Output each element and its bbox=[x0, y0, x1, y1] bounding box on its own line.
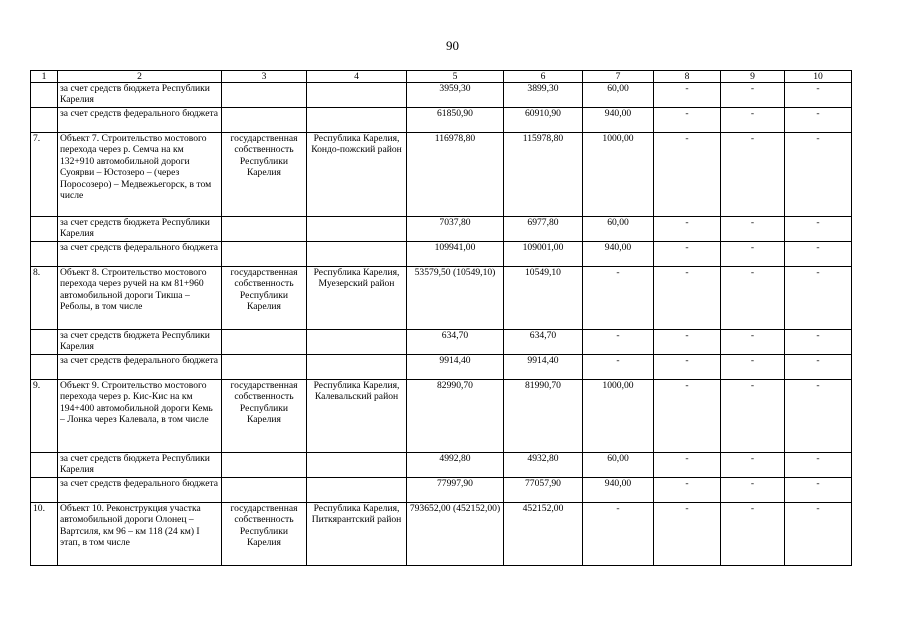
table-row bbox=[31, 108, 852, 133]
table-cell: Республика Карелия, Кондо-пожский район bbox=[307, 133, 407, 217]
table-cell: - bbox=[654, 83, 721, 108]
table-cell: 634,70 bbox=[407, 330, 504, 355]
table-cell: - bbox=[721, 217, 785, 242]
table-cell: 60,00 bbox=[583, 83, 654, 108]
table-cell bbox=[31, 453, 58, 478]
table-row bbox=[31, 380, 852, 453]
table-cell: 77997,90 bbox=[407, 478, 504, 503]
table-cell bbox=[307, 355, 407, 380]
table-cell: 115978,80 bbox=[504, 133, 583, 217]
table-cell bbox=[31, 242, 58, 267]
table-cell: - bbox=[721, 133, 785, 217]
table-cell: - bbox=[785, 380, 852, 453]
table-cell: 9. bbox=[31, 380, 58, 453]
table-cell bbox=[222, 453, 307, 478]
header-cell: 6 bbox=[504, 71, 583, 83]
table-cell: - bbox=[654, 267, 721, 330]
table-cell: 3899,30 bbox=[504, 83, 583, 108]
table-cell: - bbox=[654, 380, 721, 453]
table-cell: Объект 7. Строительство мостового перехода через р. Семча на км 132+910 автомобильной дороги Суоярви – Юстозеро – (через Поросозеро) – Медвежьегорск, в том числе bbox=[58, 133, 222, 217]
table-cell: - bbox=[721, 355, 785, 380]
header-cell: 5 bbox=[407, 71, 504, 83]
table-cell: - bbox=[654, 242, 721, 267]
table-cell: за счет средств федерального бюджета bbox=[58, 355, 222, 380]
table-cell: - bbox=[654, 503, 721, 566]
table-cell: - bbox=[785, 242, 852, 267]
table-cell bbox=[31, 108, 58, 133]
table-cell: 116978,80 bbox=[407, 133, 504, 217]
table-cell: 940,00 bbox=[583, 108, 654, 133]
table-cell bbox=[222, 242, 307, 267]
table-cell: Объект 8. Строительство мостового перехода через ручей на км 81+960 автомобильной дороги Тикша – Реболы, в том числе bbox=[58, 267, 222, 330]
table-cell: - bbox=[654, 217, 721, 242]
table-cell: - bbox=[785, 355, 852, 380]
table-cell: государственная собственность Республики Карелия bbox=[222, 133, 307, 217]
table-cell: 793652,00 (452152,00) bbox=[407, 503, 504, 566]
table-cell: Республика Карелия, Калевальский район bbox=[307, 380, 407, 453]
table-cell: Объект 9. Строительство мостового перехода через р. Кис-Кис на км 194+400 автомобильной дороги Кемь – Лонка через Калевала, в том числе bbox=[58, 380, 222, 453]
table-cell: 7. bbox=[31, 133, 58, 217]
table-cell bbox=[307, 83, 407, 108]
table-cell bbox=[307, 330, 407, 355]
table-cell: за счет средств федерального бюджета bbox=[58, 108, 222, 133]
table-cell bbox=[31, 217, 58, 242]
table-cell: - bbox=[721, 83, 785, 108]
budget-table bbox=[30, 70, 852, 566]
table-row bbox=[31, 355, 852, 380]
table-cell: - bbox=[721, 453, 785, 478]
table-cell: 940,00 bbox=[583, 478, 654, 503]
header-cell: 10 bbox=[785, 71, 852, 83]
table-cell: - bbox=[721, 503, 785, 566]
table-cell: 8. bbox=[31, 267, 58, 330]
table-cell: 1000,00 bbox=[583, 133, 654, 217]
table-row bbox=[31, 267, 852, 330]
table-cell: - bbox=[785, 453, 852, 478]
table-cell: 53579,50 (10549,10) bbox=[407, 267, 504, 330]
table-cell: за счет средств федерального бюджета bbox=[58, 478, 222, 503]
header-cell: 7 bbox=[583, 71, 654, 83]
table-cell: за счет средств бюджета Республики Карелия bbox=[58, 330, 222, 355]
table-cell: 60,00 bbox=[583, 453, 654, 478]
table-cell: 9914,40 bbox=[407, 355, 504, 380]
table-cell bbox=[222, 355, 307, 380]
table-cell bbox=[307, 217, 407, 242]
table-cell: - bbox=[583, 267, 654, 330]
table-cell: 634,70 bbox=[504, 330, 583, 355]
table-row bbox=[31, 242, 852, 267]
table-row bbox=[31, 83, 852, 108]
table-cell: 61850,90 bbox=[407, 108, 504, 133]
table-cell: - bbox=[583, 355, 654, 380]
table-cell bbox=[307, 108, 407, 133]
header-cell: 3 bbox=[222, 71, 307, 83]
table-cell: 9914,40 bbox=[504, 355, 583, 380]
table-cell bbox=[222, 478, 307, 503]
table-cell: - bbox=[721, 380, 785, 453]
table-cell: - bbox=[785, 267, 852, 330]
table-cell bbox=[31, 355, 58, 380]
table-cell: 1000,00 bbox=[583, 380, 654, 453]
table-cell: Объект 10. Реконструкция участка автомобильной дороги Олонец – Вартсиля, км 96 – км 118 (24 км) I этап, в том числе bbox=[58, 503, 222, 566]
table-cell: за счет средств федерального бюджета bbox=[58, 242, 222, 267]
table-cell bbox=[31, 478, 58, 503]
table-cell: - bbox=[721, 478, 785, 503]
table-row bbox=[31, 217, 852, 242]
table-cell: 6977,80 bbox=[504, 217, 583, 242]
table-cell: 60910,90 bbox=[504, 108, 583, 133]
table-cell: - bbox=[785, 83, 852, 108]
table-cell: 4932,80 bbox=[504, 453, 583, 478]
table-cell: 77057,90 bbox=[504, 478, 583, 503]
table-cell: - bbox=[654, 330, 721, 355]
table-cell: 940,00 bbox=[583, 242, 654, 267]
table-cell bbox=[31, 330, 58, 355]
header-cell: 4 bbox=[307, 71, 407, 83]
table-row bbox=[31, 503, 852, 566]
table-row bbox=[31, 453, 852, 478]
table-cell: - bbox=[654, 478, 721, 503]
table-cell: - bbox=[721, 242, 785, 267]
table-cell bbox=[307, 242, 407, 267]
table-cell bbox=[307, 478, 407, 503]
table-cell: 82990,70 bbox=[407, 380, 504, 453]
table-cell: Республика Карелия, Питкярантский район bbox=[307, 503, 407, 566]
table-cell: - bbox=[654, 108, 721, 133]
table-cell: 3959,30 bbox=[407, 83, 504, 108]
table-cell: - bbox=[721, 267, 785, 330]
table-cell: - bbox=[785, 108, 852, 133]
table-cell bbox=[222, 83, 307, 108]
table-cell: за счет средств бюджета Республики Карелия bbox=[58, 83, 222, 108]
table-row bbox=[31, 478, 852, 503]
table-cell: за счет средств бюджета Республики Карелия bbox=[58, 453, 222, 478]
table-cell: 10. bbox=[31, 503, 58, 566]
table-cell: 109001,00 bbox=[504, 242, 583, 267]
table-row bbox=[31, 330, 852, 355]
table-cell: - bbox=[785, 217, 852, 242]
table-cell: - bbox=[583, 330, 654, 355]
table-cell: - bbox=[654, 133, 721, 217]
table-cell: 452152,00 bbox=[504, 503, 583, 566]
table-cell: 10549,10 bbox=[504, 267, 583, 330]
table-cell: - bbox=[654, 355, 721, 380]
header-cell: 1 bbox=[31, 71, 58, 83]
table-cell bbox=[222, 108, 307, 133]
page-number: 90 bbox=[446, 38, 459, 53]
table-cell: - bbox=[785, 330, 852, 355]
table-cell bbox=[222, 330, 307, 355]
table-row bbox=[31, 133, 852, 217]
table-cell: за счет средств бюджета Республики Карелия bbox=[58, 217, 222, 242]
table-cell: государственная собственность Республики Карелия bbox=[222, 380, 307, 453]
table-cell: - bbox=[721, 330, 785, 355]
header-cell: 9 bbox=[721, 71, 785, 83]
table-cell: - bbox=[721, 108, 785, 133]
table-cell: 81990,70 bbox=[504, 380, 583, 453]
table-cell: - bbox=[785, 133, 852, 217]
table-cell: - bbox=[785, 503, 852, 566]
table-cell: государственная собственность Республики Карелия bbox=[222, 267, 307, 330]
table-cell: 7037,80 bbox=[407, 217, 504, 242]
table-cell: - bbox=[583, 503, 654, 566]
header-row bbox=[31, 71, 852, 83]
header-cell: 2 bbox=[58, 71, 222, 83]
table-cell: 109941,00 bbox=[407, 242, 504, 267]
table-cell: 4992,80 bbox=[407, 453, 504, 478]
table-cell: Республика Карелия, Муезерский район bbox=[307, 267, 407, 330]
table-cell bbox=[307, 453, 407, 478]
table-cell bbox=[222, 217, 307, 242]
table-cell: государственная собственность Республики Карелия bbox=[222, 503, 307, 566]
table-cell: - bbox=[654, 453, 721, 478]
header-cell: 8 bbox=[654, 71, 721, 83]
table-cell: 60,00 bbox=[583, 217, 654, 242]
table-cell: - bbox=[785, 478, 852, 503]
table-cell bbox=[31, 83, 58, 108]
